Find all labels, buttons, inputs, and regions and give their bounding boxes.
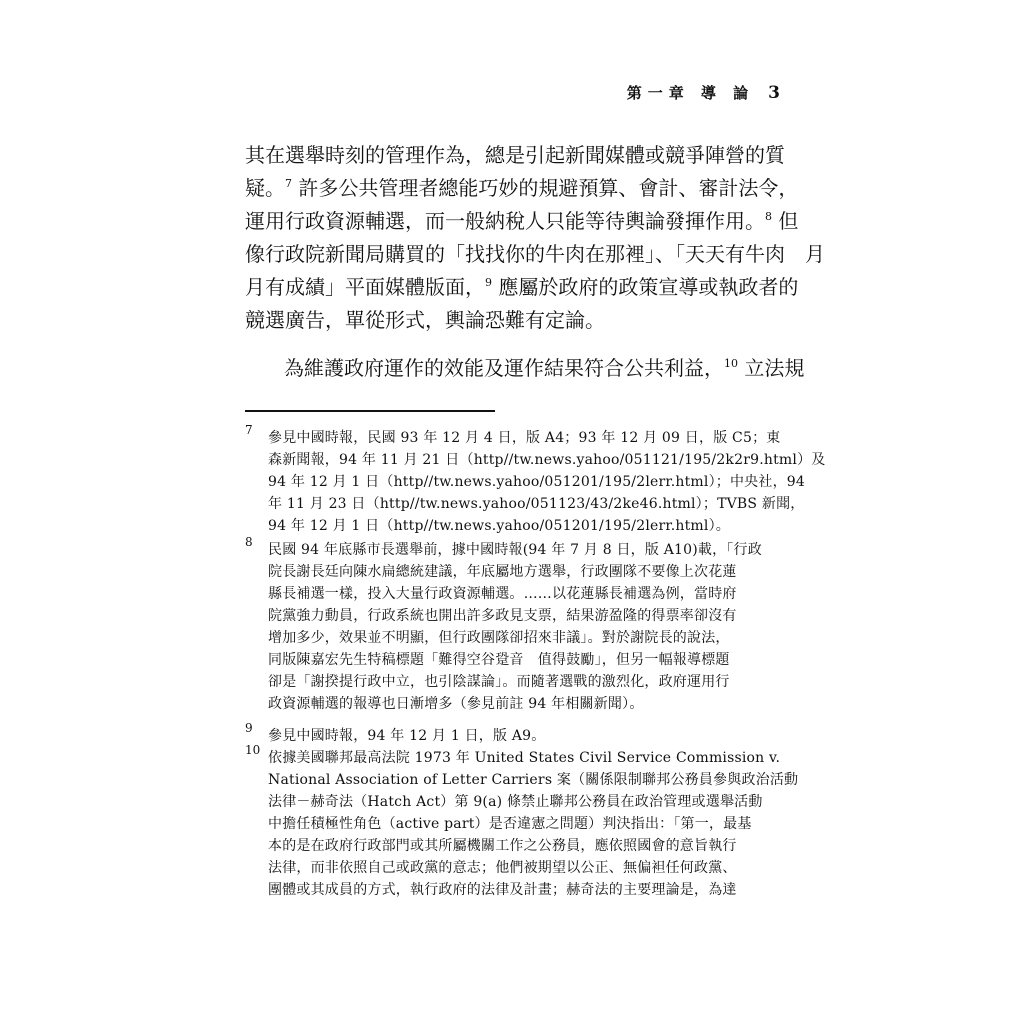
footnote-line: 團體或其成員的方式，執行政府的法律及計畫；赫奇法的主要理論是，為達: [268, 882, 737, 898]
footnote-number: 10: [245, 743, 261, 757]
footnote-line: 政資源輔選的報導也日漸增多（參見前註 94 年相關新聞）。: [268, 696, 644, 712]
footnote-line: 民國 94 年底縣市長選舉前，據中國時報(94 年 7 月 8 日，版 A10)載，「行政: [268, 542, 762, 558]
footnote-ref: 10: [724, 357, 738, 370]
footnote-ref: 7: [285, 177, 292, 190]
footnote-line: 依據美國聯邦最高法院 1973 年 United States Civil Service Commission v.: [268, 750, 781, 766]
body-line: 月有成績」平面媒體版面，$^9$ 應屬於政府的政策宣導或執政者的: [245, 275, 799, 299]
footnote-line: 94 年 12 月 1 日（http//tw.news.yahoo/051201/195/2lerr.html）；中央社，94: [268, 474, 805, 490]
running-header: [560, 82, 780, 103]
footnote-number: 9: [245, 721, 253, 735]
footnote-line: 法律－赫奇法（Hatch Act）第 9(a) 條禁止聯邦公務員在政治管理或選舉活動: [268, 794, 763, 810]
body-line: 為維護政府運作的效能及運作結果符合公共利益，$^{10}$ 立法規: [284, 356, 805, 380]
footnote-line: 院黨強力動員，行政系統也開出許多政見支票，結果游盈隆的得票率卻沒有: [268, 608, 737, 624]
footnote-line: 縣長補選一樣，投入大量行政資源輔選。……以花蓮縣長補選為例，當時府: [268, 586, 737, 602]
footnote-line: 卻是「謝揆提行政中立，也引陰謀論」。而隨著選戰的激烈化，政府運用行: [268, 674, 730, 690]
chapter-title: 第一章 導 論: [626, 84, 755, 102]
footnote-ref: 9: [485, 276, 492, 289]
body-line: 像行政院新聞局購買的「找找你的牛肉在那裡」、「天天有牛肉 月: [245, 242, 825, 266]
footnote-line: 中擔任積極性角色（active part）是否違憲之問題）判決指出：「第一，最基: [268, 816, 752, 832]
footnote-number: 8: [245, 535, 253, 549]
body-line: 競選廣告，單從形式，輿論恐難有定論。: [245, 308, 605, 332]
footnote-number: 7: [245, 423, 253, 437]
footnote-line: 參見中國時報，民國 93 年 12 月 4 日，版 A4；93 年 12 月 09 日，版 C5；東: [268, 430, 781, 446]
footnote-line: 森新聞報，94 年 11 月 21 日（http//tw.news.yahoo/051121/195/2k2r9.html）及: [268, 452, 826, 468]
body-line: 其在選舉時刻的管理作為，總是引起新聞媒體或競爭陣營的質: [245, 143, 785, 167]
footnote-line: 年 11 月 23 日（http//tw.news.yahoo/051123/43/2ke46.html）；TVBS 新聞，: [268, 496, 805, 512]
footnote-line: 法律，而非依照自己或政黨的意志；他們被期望以公正、無偏袒任何政黨、: [268, 860, 737, 876]
footnote-line: 94 年 12 月 1 日（http//tw.news.yahoo/051201/195/2lerr.html）。: [268, 518, 730, 534]
footnote-rule: [245, 410, 495, 412]
footnote-ref: 8: [765, 210, 772, 223]
footnote-line: 院長謝長廷向陳水扁總統建議，年底屬地方選舉，行政團隊不要像上次花蓮: [268, 564, 737, 580]
body-line: 運用行政資源輔選，而一般納稅人只能等待輿論發揮作用。$^8$ 但: [245, 209, 799, 233]
footnote-line: 參見中國時報，94 年 12 月 1 日，版 A9。: [268, 728, 546, 744]
footnote-line: 同版陳嘉宏先生特稿標題「難得空谷跫音 值得鼓勵」，但另一幅報導標題: [268, 652, 730, 668]
body-line: 疑。$^7$ 許多公共管理者總能巧妙的規避預算、會計、審計法令，: [245, 176, 799, 200]
footnote-line: 本的是在政府行政部門或其所屬機關工作之公務員，應依照國會的意旨執行: [268, 838, 737, 854]
footnote-line: 增加多少，效果並不明顯，但行政團隊卻招來非議」。對於謝院長的說法，: [268, 630, 730, 646]
page-number: 3: [768, 83, 780, 103]
footnote-line: National Association of Letter Carriers 案（關係限制聯邦公務員參與政治活動: [268, 772, 799, 788]
